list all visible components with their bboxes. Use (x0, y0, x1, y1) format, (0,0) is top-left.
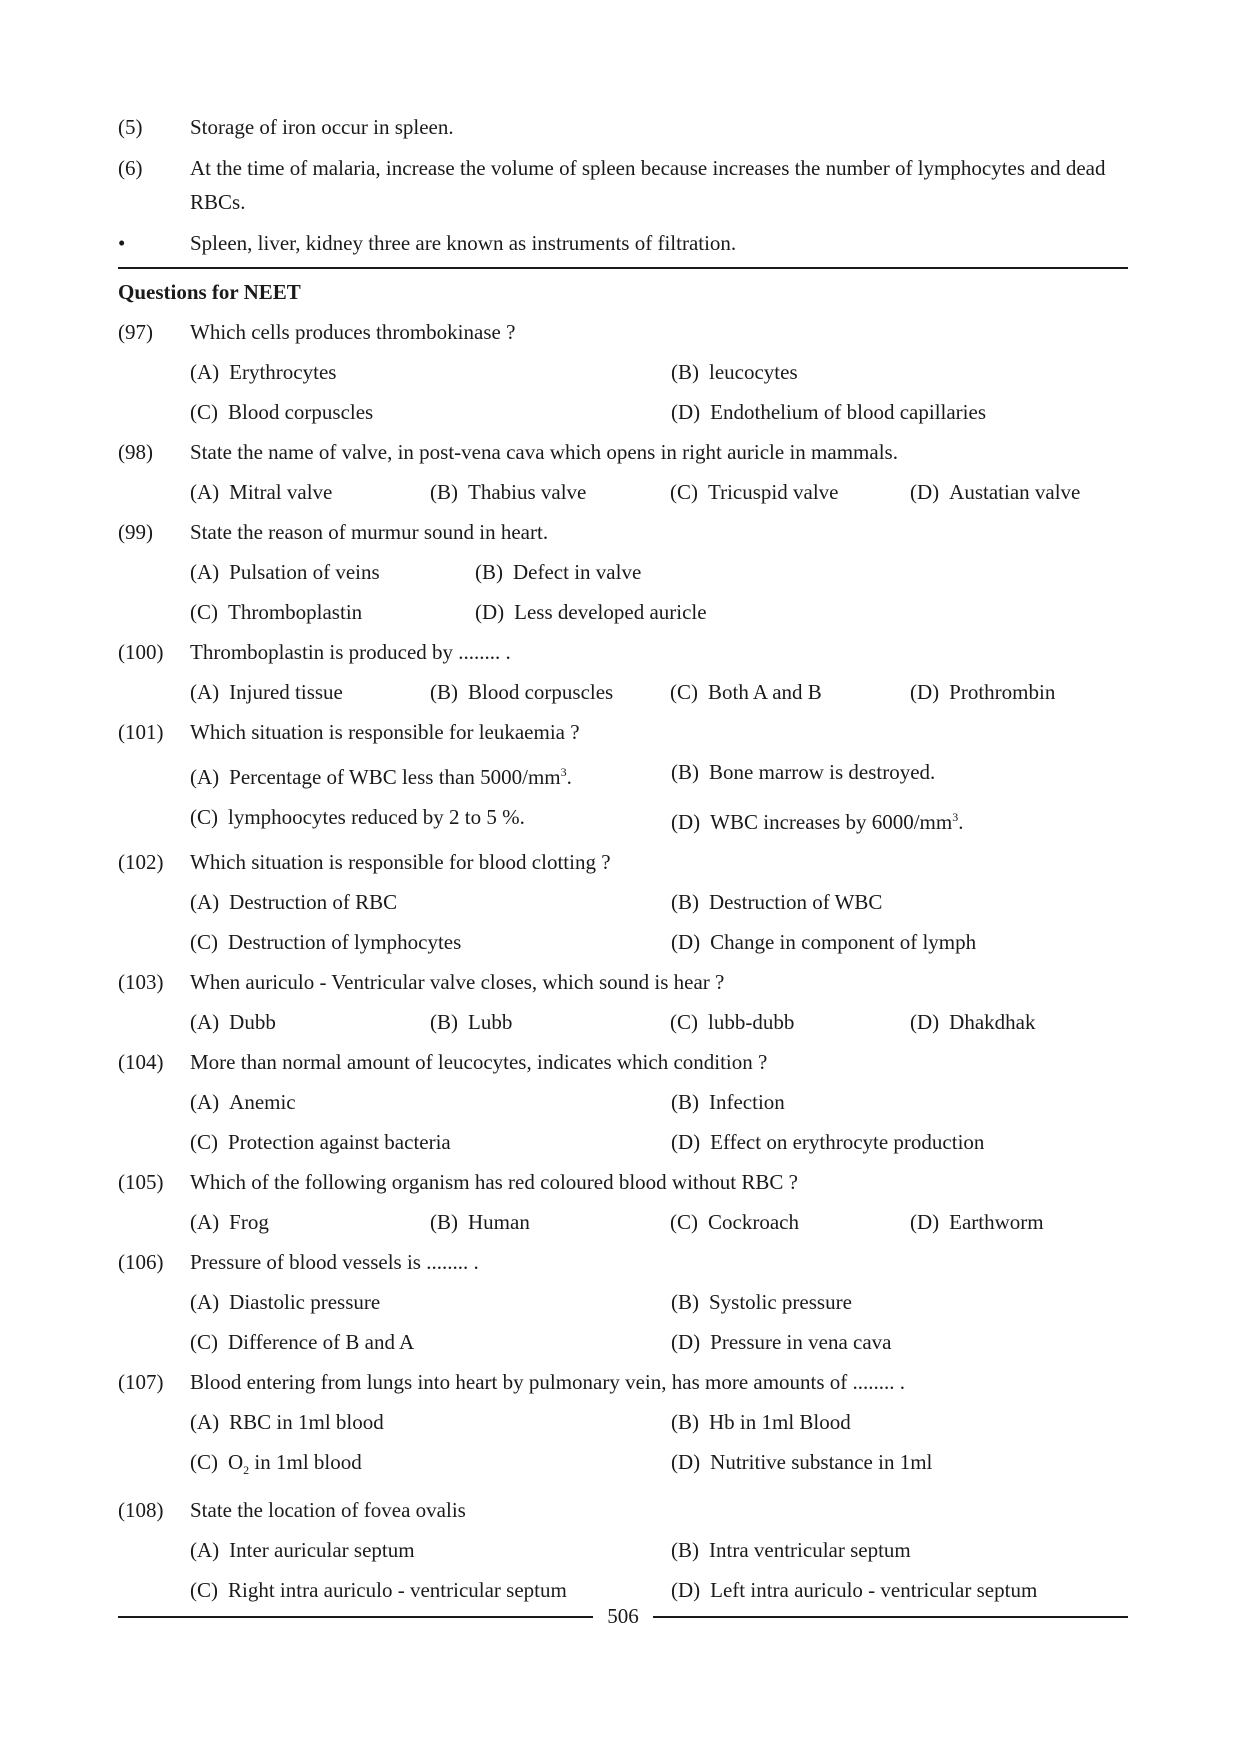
question (118, 1365, 1128, 1487)
option-text: Thromboplastin (228, 600, 363, 624)
option-text: Right intra auriculo - ventricular septum (228, 1578, 567, 1603)
option-label: (D) (910, 1010, 940, 1034)
intro-item (118, 110, 1128, 144)
question-number: (100) (118, 640, 164, 664)
option-list (190, 475, 1128, 509)
answer-option (190, 1285, 671, 1319)
option-text: Infection (709, 1090, 785, 1114)
option-text: Erythrocytes (229, 360, 337, 384)
section-heading: Questions for NEET (118, 280, 301, 304)
option-label: (D) (910, 1210, 940, 1234)
option-text: lubb-dubb (708, 1010, 795, 1034)
option-label: (A) (190, 1090, 220, 1114)
intro-item-text: At the time of malaria, increase the volume of spleen because increases the number of lymphocytes and dead RBCs. (190, 156, 1106, 214)
option-text-suffix: . (566, 765, 572, 789)
answer-option (190, 925, 671, 959)
answer-option (190, 555, 475, 589)
option-text: WBC increases by 6000/mm (710, 810, 953, 834)
option-text: Destruction of lymphocytes (228, 930, 462, 954)
question-number: (106) (118, 1250, 164, 1274)
option-list (190, 1405, 1128, 1487)
option-text-suffix: . (958, 810, 964, 834)
option-label: (D) (671, 1130, 701, 1154)
option-label: (B) (430, 1210, 458, 1234)
intro-item (118, 226, 1128, 260)
footer-rule-right (653, 1616, 1128, 1618)
answer-option (190, 1533, 671, 1567)
page-number: 506 (607, 1604, 639, 1628)
option-label: (B) (671, 1090, 699, 1114)
option-label: (C) (190, 1450, 218, 1474)
option-text: Thabius valve (468, 480, 587, 504)
option-superscript: 3 (952, 810, 959, 824)
option-text: Difference of B and A (228, 1330, 415, 1354)
option-label: (D) (671, 810, 701, 834)
option-label: (A) (190, 480, 220, 504)
option-text: Earthworm (949, 1210, 1044, 1234)
question-stem (118, 315, 1128, 349)
option-text: Blood corpuscles (468, 680, 614, 704)
option-text: Prothrombin (949, 680, 1056, 704)
option-text: Human (468, 1210, 530, 1234)
option-label: (C) (670, 1010, 698, 1034)
option-list (190, 755, 1128, 839)
option-label: (D) (671, 1450, 701, 1474)
answer-option (671, 800, 1141, 839)
option-label: (C) (670, 480, 698, 504)
answer-option (671, 1285, 1141, 1319)
option-label: (C) (190, 805, 218, 829)
answer-option (670, 1005, 910, 1039)
option-label: (B) (671, 760, 699, 784)
question-number: (97) (118, 320, 153, 344)
option-text: RBC in 1ml blood (229, 1410, 384, 1434)
option-label: (D) (671, 1330, 701, 1354)
option-label: (D) (910, 480, 940, 504)
option-label: (B) (671, 1290, 699, 1314)
option-list (190, 555, 1128, 629)
answer-option (190, 475, 430, 509)
answer-option (190, 675, 430, 709)
option-text: Inter auricular septum (229, 1538, 415, 1563)
answer-option (190, 1005, 430, 1039)
answer-option (190, 1125, 671, 1159)
question (118, 1493, 1128, 1607)
answer-option (190, 1205, 430, 1239)
question-stem (118, 435, 1128, 469)
answer-option (910, 475, 1141, 509)
question (118, 1045, 1128, 1159)
answer-option (670, 675, 910, 709)
question (118, 1165, 1128, 1239)
answer-option (190, 1445, 671, 1487)
question-number: (105) (118, 1170, 164, 1194)
option-label: (A) (190, 1210, 220, 1234)
option-label: (D) (475, 600, 505, 624)
option-text: Diastolic pressure (229, 1290, 381, 1314)
option-list (190, 885, 1128, 959)
question-number: (108) (118, 1498, 164, 1523)
option-label: (A) (190, 560, 220, 584)
answer-option (671, 1085, 1141, 1119)
answer-option (475, 595, 1141, 629)
option-label: (D) (671, 930, 701, 954)
page-footer (118, 1600, 1128, 1630)
question-number: (102) (118, 850, 164, 874)
option-label: (D) (671, 1578, 701, 1603)
answer-option (190, 355, 671, 389)
answer-option (671, 1125, 1141, 1159)
question-list (118, 315, 1128, 1607)
option-label: (C) (190, 600, 218, 624)
option-label: (A) (190, 680, 220, 704)
question-stem (118, 965, 1128, 999)
option-text: Dhakdhak (949, 1010, 1036, 1034)
question (118, 315, 1128, 429)
option-text: Change in component of lymph (710, 930, 977, 954)
option-list (190, 1205, 1128, 1239)
option-text: Protection against bacteria (228, 1130, 451, 1154)
option-label: (B) (671, 1410, 699, 1434)
option-text: Injured tissue (229, 680, 343, 704)
question (118, 435, 1128, 509)
question-text: Blood entering from lungs into heart by pulmonary vein, has more amounts of ........ . (190, 1370, 906, 1394)
option-text: Left intra auriculo - ventricular septum (710, 1578, 1038, 1603)
option-label: (A) (190, 1290, 220, 1314)
question-stem (118, 1165, 1128, 1199)
question (118, 515, 1128, 629)
question-text: When auriculo - Ventricular valve closes, which sound is hear ? (190, 970, 725, 994)
question-text: Pressure of blood vessels is ........ . (190, 1250, 479, 1274)
option-label: (A) (190, 1410, 220, 1434)
answer-option (430, 1005, 670, 1039)
option-label: (A) (190, 360, 220, 384)
question (118, 635, 1128, 709)
option-label: (B) (475, 560, 503, 584)
question-stem (118, 845, 1128, 879)
option-text: Pulsation of veins (229, 560, 380, 584)
question (118, 1245, 1128, 1359)
question (118, 845, 1128, 959)
option-label: (B) (430, 680, 458, 704)
option-text: Bone marrow is destroyed. (709, 760, 936, 784)
answer-option (190, 595, 475, 629)
answer-option (670, 1205, 910, 1239)
option-label: (B) (671, 360, 699, 384)
option-text-suffix: in 1ml blood (249, 1450, 362, 1474)
option-label: (B) (671, 890, 699, 914)
option-text: Destruction of WBC (709, 890, 883, 914)
intro-section (118, 110, 1128, 260)
question-text: Thromboplastin is produced by ........ . (190, 640, 511, 664)
option-text: Destruction of RBC (229, 890, 398, 914)
option-text: Austatian valve (949, 480, 1081, 504)
option-text: Percentage of WBC less than 5000/mm (229, 765, 561, 789)
option-label: (C) (190, 1578, 218, 1603)
question-number: (101) (118, 720, 164, 744)
answer-option (670, 475, 910, 509)
option-label: (C) (190, 1130, 218, 1154)
answer-option (190, 1405, 671, 1439)
option-text: Tricuspid valve (708, 480, 839, 504)
option-text: Cockroach (708, 1210, 799, 1234)
intro-item-number: • (118, 231, 126, 255)
answer-option (671, 1533, 1141, 1567)
answer-option (671, 1405, 1141, 1439)
question-text: Which cells produces thrombokinase ? (190, 320, 516, 344)
option-text: Both A and B (708, 680, 822, 704)
answer-option (190, 395, 671, 429)
question-number: (103) (118, 970, 164, 994)
answer-option (190, 755, 671, 794)
answer-option (430, 1205, 670, 1239)
option-subscript: 2 (243, 1463, 250, 1478)
option-label: (C) (190, 1330, 218, 1354)
option-label: (C) (190, 400, 218, 424)
question-number: (107) (118, 1370, 164, 1394)
option-text: Blood corpuscles (228, 400, 374, 424)
answer-option (910, 1005, 1141, 1039)
intro-item-number: (6) (118, 156, 143, 180)
option-list (190, 1085, 1128, 1159)
question-number: (98) (118, 440, 153, 464)
answer-option (671, 925, 1141, 959)
option-text: Intra ventricular septum (709, 1538, 911, 1563)
section-divider (118, 267, 1128, 269)
option-label: (C) (670, 680, 698, 704)
answer-option (190, 885, 671, 919)
intro-item-text: Spleen, liver, kidney three are known as instruments of filtration. (190, 231, 737, 255)
option-text: Systolic pressure (709, 1290, 852, 1314)
intro-item-number: (5) (118, 115, 143, 139)
option-label: (B) (671, 1538, 699, 1563)
option-text: Nutritive substance in 1ml (710, 1450, 933, 1474)
option-label: (B) (430, 1010, 458, 1034)
option-label: (A) (190, 1010, 220, 1034)
answer-option (910, 1205, 1141, 1239)
option-label: (C) (670, 1210, 698, 1234)
answer-option (190, 1085, 671, 1119)
option-list (190, 675, 1128, 709)
answer-option (910, 675, 1141, 709)
answer-option (430, 475, 670, 509)
question (118, 715, 1128, 839)
question-text: Which situation is responsible for blood clotting ? (190, 850, 611, 874)
question-text: State the reason of murmur sound in heart. (190, 520, 549, 544)
answer-option (430, 675, 670, 709)
question-stem (118, 1365, 1128, 1399)
option-text: leucocytes (709, 360, 798, 384)
question-stem (118, 635, 1128, 669)
question-text: State the name of valve, in post-vena cava which opens in right auricle in mammals. (190, 440, 898, 464)
option-list (190, 1285, 1128, 1359)
option-text: Dubb (229, 1010, 276, 1034)
option-label: (C) (190, 930, 218, 954)
answer-option (475, 555, 1141, 589)
question-text: More than normal amount of leucocytes, indicates which condition ? (190, 1050, 768, 1074)
option-text: Frog (229, 1210, 269, 1234)
answer-option (671, 395, 1141, 429)
option-label: (A) (190, 890, 220, 914)
question-stem (118, 1045, 1128, 1079)
answer-option (671, 1445, 1141, 1487)
option-label: (B) (430, 480, 458, 504)
option-label: (A) (190, 1538, 220, 1563)
option-text: lymphoocytes reduced by 2 to 5 %. (228, 805, 525, 829)
option-text: Hb in 1ml Blood (709, 1410, 851, 1434)
intro-item-text: Storage of iron occur in spleen. (190, 115, 454, 139)
question-text: State the location of fovea ovalis (190, 1498, 466, 1523)
answer-option (671, 1325, 1141, 1359)
answer-option (671, 755, 1141, 794)
question-number: (99) (118, 520, 153, 544)
answer-option (190, 800, 671, 839)
question-stem (118, 715, 1128, 749)
question-number: (104) (118, 1050, 164, 1074)
option-text: Pressure in vena cava (710, 1330, 892, 1354)
answer-option (671, 355, 1141, 389)
option-text: Lubb (468, 1010, 513, 1034)
question-stem (118, 515, 1128, 549)
option-text: Mitral valve (229, 480, 333, 504)
option-list (190, 355, 1128, 429)
option-text: Anemic (229, 1090, 296, 1114)
intro-item (118, 151, 1128, 219)
option-label: (D) (671, 400, 701, 424)
option-list (190, 1533, 1128, 1607)
option-text: Endothelium of blood capillaries (710, 400, 987, 424)
question (118, 965, 1128, 1039)
page-content (118, 110, 1128, 1607)
option-label: (A) (190, 765, 220, 789)
option-text: O (228, 1450, 244, 1474)
question-text: Which of the following organism has red coloured blood without RBC ? (190, 1170, 798, 1194)
answer-option (671, 885, 1141, 919)
option-text: Less developed auricle (514, 600, 707, 624)
option-text: Effect on erythrocyte production (710, 1130, 985, 1154)
answer-option (190, 1325, 671, 1359)
question-stem (118, 1245, 1128, 1279)
option-superscript: 3 (560, 765, 567, 779)
option-label: (D) (910, 680, 940, 704)
question-stem (118, 1493, 1128, 1527)
option-text: Defect in valve (513, 560, 642, 584)
question-text: Which situation is responsible for leukaemia ? (190, 720, 580, 744)
option-list (190, 1005, 1128, 1039)
